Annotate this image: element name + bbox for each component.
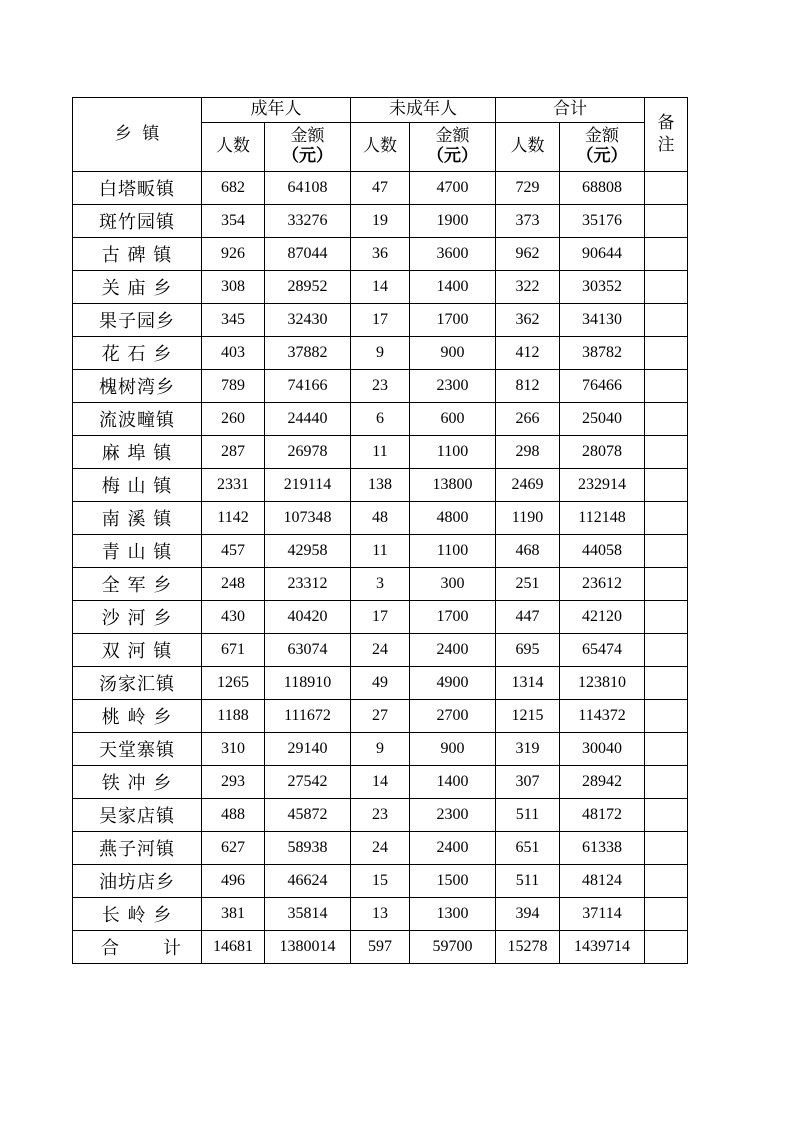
table-row xyxy=(73,172,688,205)
table-row xyxy=(73,304,688,337)
remark-cell xyxy=(645,271,688,304)
minor-count: 19 xyxy=(351,205,410,238)
table-row xyxy=(73,865,688,898)
minor-count: 6 xyxy=(351,403,410,436)
township-name: 梅 山 镇 xyxy=(73,469,202,502)
township-name: 吴家店镇 xyxy=(73,799,202,832)
minor-amount: 900 xyxy=(410,337,496,370)
minor-count: 17 xyxy=(351,304,410,337)
adult-count: 248 xyxy=(202,568,265,601)
adult-amount: 46624 xyxy=(265,865,351,898)
adult-count-header: 人数 xyxy=(202,123,265,172)
minor-amount: 2300 xyxy=(410,370,496,403)
adult-count: 671 xyxy=(202,634,265,667)
total-row xyxy=(73,931,688,964)
adult-count: 430 xyxy=(202,601,265,634)
total-count: 651 xyxy=(496,832,560,865)
total-amount-header: 金额 （元） xyxy=(560,123,645,172)
township-name: 槐树湾乡 xyxy=(73,370,202,403)
adult-header: 成年人 xyxy=(202,98,351,123)
minor-amount: 1100 xyxy=(410,535,496,568)
adult-count: 308 xyxy=(202,271,265,304)
table-row xyxy=(73,436,688,469)
township-name: 油坊店乡 xyxy=(73,865,202,898)
adult-count: 926 xyxy=(202,238,265,271)
adult-amount: 23312 xyxy=(265,568,351,601)
minor-count: 23 xyxy=(351,799,410,832)
adult-amount: 24440 xyxy=(265,403,351,436)
minor-amount: 3600 xyxy=(410,238,496,271)
subsidy-table xyxy=(72,97,688,964)
total-amount: 30040 xyxy=(560,733,645,766)
remark-cell xyxy=(645,535,688,568)
total-count: 266 xyxy=(496,403,560,436)
township-name: 沙 河 乡 xyxy=(73,601,202,634)
remark-cell xyxy=(645,898,688,931)
remark-cell xyxy=(645,568,688,601)
adult-amount: 40420 xyxy=(265,601,351,634)
township-name: 斑竹园镇 xyxy=(73,205,202,238)
adult-count: 1142 xyxy=(202,502,265,535)
township-name: 汤家汇镇 xyxy=(73,667,202,700)
total-amount: 30352 xyxy=(560,271,645,304)
minor-amount: 1700 xyxy=(410,304,496,337)
remark-cell xyxy=(645,766,688,799)
minor-count: 11 xyxy=(351,436,410,469)
total-header: 合计 xyxy=(496,98,645,123)
minor-count: 24 xyxy=(351,634,410,667)
table-row xyxy=(73,238,688,271)
adult-amount: 118910 xyxy=(265,667,351,700)
adult-count: 496 xyxy=(202,865,265,898)
minor-amount: 2400 xyxy=(410,832,496,865)
adult-amount: 111672 xyxy=(265,700,351,733)
total-amount: 48124 xyxy=(560,865,645,898)
adult-amount: 35814 xyxy=(265,898,351,931)
total-count: 394 xyxy=(496,898,560,931)
township-name: 果子园乡 xyxy=(73,304,202,337)
minor-count: 48 xyxy=(351,502,410,535)
total-amount: 38782 xyxy=(560,337,645,370)
township-name: 长 岭 乡 xyxy=(73,898,202,931)
total-amount: 76466 xyxy=(560,370,645,403)
remark-cell xyxy=(645,832,688,865)
total-minor-amount: 59700 xyxy=(410,931,496,964)
minor-count: 49 xyxy=(351,667,410,700)
table-row xyxy=(73,271,688,304)
remark-cell xyxy=(645,205,688,238)
minor-count: 47 xyxy=(351,172,410,205)
remark-cell xyxy=(645,865,688,898)
total-amount: 48172 xyxy=(560,799,645,832)
adult-count: 1188 xyxy=(202,700,265,733)
total-amount: 44058 xyxy=(560,535,645,568)
township-name: 青 山 镇 xyxy=(73,535,202,568)
minor-count-header: 人数 xyxy=(351,123,410,172)
total-count: 468 xyxy=(496,535,560,568)
table-row xyxy=(73,205,688,238)
total-amount: 28078 xyxy=(560,436,645,469)
table-row xyxy=(73,700,688,733)
minor-amount: 300 xyxy=(410,568,496,601)
minor-amount: 1400 xyxy=(410,271,496,304)
remark-cell xyxy=(645,799,688,832)
table-row xyxy=(73,337,688,370)
table-row xyxy=(73,502,688,535)
adult-amount: 28952 xyxy=(265,271,351,304)
township-name: 白塔畈镇 xyxy=(73,172,202,205)
table-row xyxy=(73,898,688,931)
township-name: 流波疃镇 xyxy=(73,403,202,436)
adult-count: 293 xyxy=(202,766,265,799)
total-count: 319 xyxy=(496,733,560,766)
total-count: 511 xyxy=(496,799,560,832)
minor-count: 14 xyxy=(351,766,410,799)
adult-amount: 29140 xyxy=(265,733,351,766)
table-row xyxy=(73,634,688,667)
table-row xyxy=(73,469,688,502)
minor-count: 14 xyxy=(351,271,410,304)
adult-count: 260 xyxy=(202,403,265,436)
remark-cell xyxy=(645,238,688,271)
total-adult-count: 14681 xyxy=(202,931,265,964)
total-count: 307 xyxy=(496,766,560,799)
remark-cell xyxy=(645,403,688,436)
total-sum-count: 15278 xyxy=(496,931,560,964)
remark-cell xyxy=(645,172,688,205)
total-remark-cell xyxy=(645,931,688,964)
adult-count: 488 xyxy=(202,799,265,832)
adult-count: 789 xyxy=(202,370,265,403)
adult-amount: 27542 xyxy=(265,766,351,799)
total-count: 298 xyxy=(496,436,560,469)
table-row xyxy=(73,403,688,436)
total-amount: 90644 xyxy=(560,238,645,271)
remark-cell xyxy=(645,667,688,700)
adult-amount: 26978 xyxy=(265,436,351,469)
adult-amount: 37882 xyxy=(265,337,351,370)
minor-amount: 2300 xyxy=(410,799,496,832)
remark-cell xyxy=(645,436,688,469)
total-amount: 25040 xyxy=(560,403,645,436)
total-amount: 65474 xyxy=(560,634,645,667)
minor-amount: 1300 xyxy=(410,898,496,931)
township-header: 乡 镇 xyxy=(73,98,202,172)
remark-cell xyxy=(645,601,688,634)
minor-amount: 4900 xyxy=(410,667,496,700)
adult-count: 345 xyxy=(202,304,265,337)
adult-amount: 74166 xyxy=(265,370,351,403)
total-amount: 42120 xyxy=(560,601,645,634)
total-count: 447 xyxy=(496,601,560,634)
minor-header: 未成年人 xyxy=(351,98,496,123)
table-row xyxy=(73,601,688,634)
table-body xyxy=(73,172,688,931)
total-count: 373 xyxy=(496,205,560,238)
total-amount: 35176 xyxy=(560,205,645,238)
table-row xyxy=(73,733,688,766)
total-amount: 34130 xyxy=(560,304,645,337)
remark-cell xyxy=(645,304,688,337)
remark-cell xyxy=(645,502,688,535)
minor-amount: 2700 xyxy=(410,700,496,733)
table-row xyxy=(73,370,688,403)
minor-count: 17 xyxy=(351,601,410,634)
township-name: 南 溪 镇 xyxy=(73,502,202,535)
remark-cell xyxy=(645,370,688,403)
total-amount: 114372 xyxy=(560,700,645,733)
table-row xyxy=(73,535,688,568)
adult-count: 354 xyxy=(202,205,265,238)
minor-amount: 4800 xyxy=(410,502,496,535)
minor-count: 27 xyxy=(351,700,410,733)
total-count: 322 xyxy=(496,271,560,304)
total-count: 812 xyxy=(496,370,560,403)
adult-amount: 32430 xyxy=(265,304,351,337)
township-name: 全 军 乡 xyxy=(73,568,202,601)
township-name: 古 碑 镇 xyxy=(73,238,202,271)
minor-count: 15 xyxy=(351,865,410,898)
minor-amount: 1100 xyxy=(410,436,496,469)
remark-cell xyxy=(645,700,688,733)
table-row xyxy=(73,832,688,865)
minor-count: 36 xyxy=(351,238,410,271)
total-count: 1314 xyxy=(496,667,560,700)
total-sum-amount: 1439714 xyxy=(560,931,645,964)
adult-count: 2331 xyxy=(202,469,265,502)
adult-count: 1265 xyxy=(202,667,265,700)
adult-amount-header: 金额 （元） xyxy=(265,123,351,172)
minor-amount: 4700 xyxy=(410,172,496,205)
adult-count: 457 xyxy=(202,535,265,568)
township-name: 关 庙 乡 xyxy=(73,271,202,304)
minor-count: 3 xyxy=(351,568,410,601)
total-count: 695 xyxy=(496,634,560,667)
total-count: 412 xyxy=(496,337,560,370)
total-amount: 28942 xyxy=(560,766,645,799)
township-name: 桃 岭 乡 xyxy=(73,700,202,733)
adult-amount: 107348 xyxy=(265,502,351,535)
minor-count: 9 xyxy=(351,733,410,766)
total-count: 962 xyxy=(496,238,560,271)
total-count: 1190 xyxy=(496,502,560,535)
total-count: 729 xyxy=(496,172,560,205)
minor-count: 24 xyxy=(351,832,410,865)
township-name: 双 河 镇 xyxy=(73,634,202,667)
total-amount: 112148 xyxy=(560,502,645,535)
minor-count: 11 xyxy=(351,535,410,568)
adult-amount: 219114 xyxy=(265,469,351,502)
remark-header: 备注 xyxy=(645,98,688,172)
total-amount: 37114 xyxy=(560,898,645,931)
total-adult-amount: 1380014 xyxy=(265,931,351,964)
total-count-header: 人数 xyxy=(496,123,560,172)
minor-amount: 600 xyxy=(410,403,496,436)
remark-cell xyxy=(645,733,688,766)
minor-amount: 1700 xyxy=(410,601,496,634)
table-row xyxy=(73,766,688,799)
minor-count: 9 xyxy=(351,337,410,370)
total-count: 2469 xyxy=(496,469,560,502)
total-minor-count: 597 xyxy=(351,931,410,964)
township-name: 麻 埠 镇 xyxy=(73,436,202,469)
remark-cell xyxy=(645,337,688,370)
total-count: 362 xyxy=(496,304,560,337)
total-amount: 232914 xyxy=(560,469,645,502)
adult-count: 627 xyxy=(202,832,265,865)
total-amount: 61338 xyxy=(560,832,645,865)
adult-count: 381 xyxy=(202,898,265,931)
minor-count: 23 xyxy=(351,370,410,403)
minor-amount: 13800 xyxy=(410,469,496,502)
adult-amount: 64108 xyxy=(265,172,351,205)
adult-amount: 33276 xyxy=(265,205,351,238)
minor-amount: 1400 xyxy=(410,766,496,799)
adult-amount: 87044 xyxy=(265,238,351,271)
remark-cell xyxy=(645,634,688,667)
minor-amount: 900 xyxy=(410,733,496,766)
total-count: 511 xyxy=(496,865,560,898)
minor-count: 13 xyxy=(351,898,410,931)
adult-count: 682 xyxy=(202,172,265,205)
total-amount: 23612 xyxy=(560,568,645,601)
township-name: 燕子河镇 xyxy=(73,832,202,865)
header-row-1 xyxy=(73,98,688,123)
total-amount: 68808 xyxy=(560,172,645,205)
adult-amount: 63074 xyxy=(265,634,351,667)
adult-count: 287 xyxy=(202,436,265,469)
adult-amount: 42958 xyxy=(265,535,351,568)
adult-amount: 45872 xyxy=(265,799,351,832)
minor-amount: 2400 xyxy=(410,634,496,667)
table-row xyxy=(73,568,688,601)
adult-count: 403 xyxy=(202,337,265,370)
adult-count: 310 xyxy=(202,733,265,766)
minor-amount: 1500 xyxy=(410,865,496,898)
adult-amount: 58938 xyxy=(265,832,351,865)
township-name: 花 石 乡 xyxy=(73,337,202,370)
total-count: 251 xyxy=(496,568,560,601)
minor-amount: 1900 xyxy=(410,205,496,238)
minor-count: 138 xyxy=(351,469,410,502)
township-name: 铁 冲 乡 xyxy=(73,766,202,799)
total-count: 1215 xyxy=(496,700,560,733)
total-row-label: 合 计 xyxy=(73,931,202,964)
minor-amount-header: 金额 （元） xyxy=(410,123,496,172)
remark-cell xyxy=(645,469,688,502)
table-row xyxy=(73,667,688,700)
total-amount: 123810 xyxy=(560,667,645,700)
table-row xyxy=(73,799,688,832)
township-name: 天堂寨镇 xyxy=(73,733,202,766)
